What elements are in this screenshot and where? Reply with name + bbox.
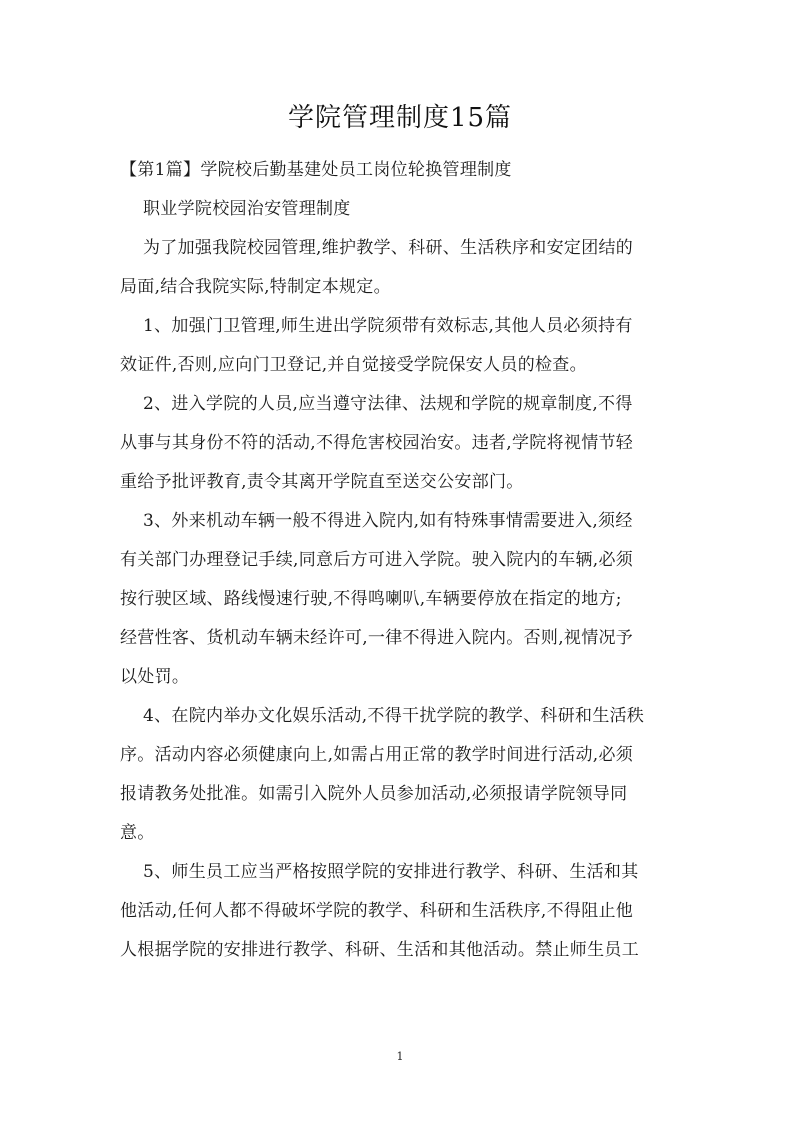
paragraph-line: 有关部门办理登记手续,同意后方可进入学院。驶入院内的车辆,必须 — [120, 550, 634, 570]
paragraph-item-2 — [120, 385, 682, 502]
paragraph-line: 意。 — [120, 823, 155, 843]
paragraph-item-3 — [120, 502, 682, 697]
paragraph-line: 1、加强门卫管理,师生进出学院须带有效标志,其他人员必须持有 — [143, 316, 633, 336]
page-title: 学院管理制度15篇 — [287, 103, 513, 133]
subtitle: 职业学院校园治安管理制度 — [143, 199, 351, 219]
paragraph-line: 3、外来机动车辆一般不得进入院内,如有特殊事情需要进入,须经 — [143, 511, 633, 531]
paragraph-line: 从事与其身份不符的活动,不得危害校园治安。违者,学院将视情节轻 — [120, 433, 634, 453]
paragraph-line: 经营性客、货机动车辆未经许可,一律不得进入院内。否则,视情况予 — [120, 628, 634, 648]
paragraph-line: 5、师生员工应当严格按照学院的安排进行教学、科研、生活和其 — [143, 862, 639, 882]
paragraph-line: 以处罚。 — [120, 667, 190, 687]
paragraph-item-1 — [120, 307, 682, 385]
paragraph-intro — [120, 229, 682, 307]
paragraph-line: 序。活动内容必须健康向上,如需占用正常的教学时间进行活动,必须 — [120, 745, 634, 765]
paragraph-line: 局面,结合我院实际,特制定本规定。 — [120, 277, 391, 297]
paragraph-line: 为了加强我院校园管理,维护教学、科研、生活秩序和安定团结的 — [143, 238, 634, 258]
paragraph-item-5 — [120, 853, 682, 970]
paragraph-line: 报请教务处批准。如需引入院外人员参加活动,必须报请学院领导同 — [120, 784, 628, 804]
page-number: 1 — [396, 1050, 404, 1063]
paragraph-line: 他活动,任何人都不得破坏学院的教学、科研和生活秩序,不得阻止他 — [120, 901, 634, 921]
paragraph-line: 人根据学院的安排进行教学、科研、生活和其他活动。禁止师生员工 — [120, 940, 639, 960]
paragraph-item-4 — [120, 697, 682, 853]
paragraph-line: 2、进入学院的人员,应当遵守法律、法规和学院的规章制度,不得 — [143, 394, 633, 414]
paragraph-line: 效证件,否则,应向门卫登记,并自觉接受学院保安人员的检查。 — [120, 355, 587, 375]
section-heading: 【第1篇】学院校后勤基建处员工岗位轮换管理制度 — [120, 160, 512, 180]
document-body — [120, 151, 682, 970]
paragraph-line: 按行驶区域、路线慢速行驶,不得鸣喇叭,车辆要停放在指定的地方; — [120, 589, 622, 609]
paragraph-line: 重给予批评教育,责令其离开学院直至送交公安部门。 — [120, 472, 524, 492]
paragraph-line: 4、在院内举办文化娱乐活动,不得干扰学院的教学、科研和生活秩 — [143, 706, 645, 726]
